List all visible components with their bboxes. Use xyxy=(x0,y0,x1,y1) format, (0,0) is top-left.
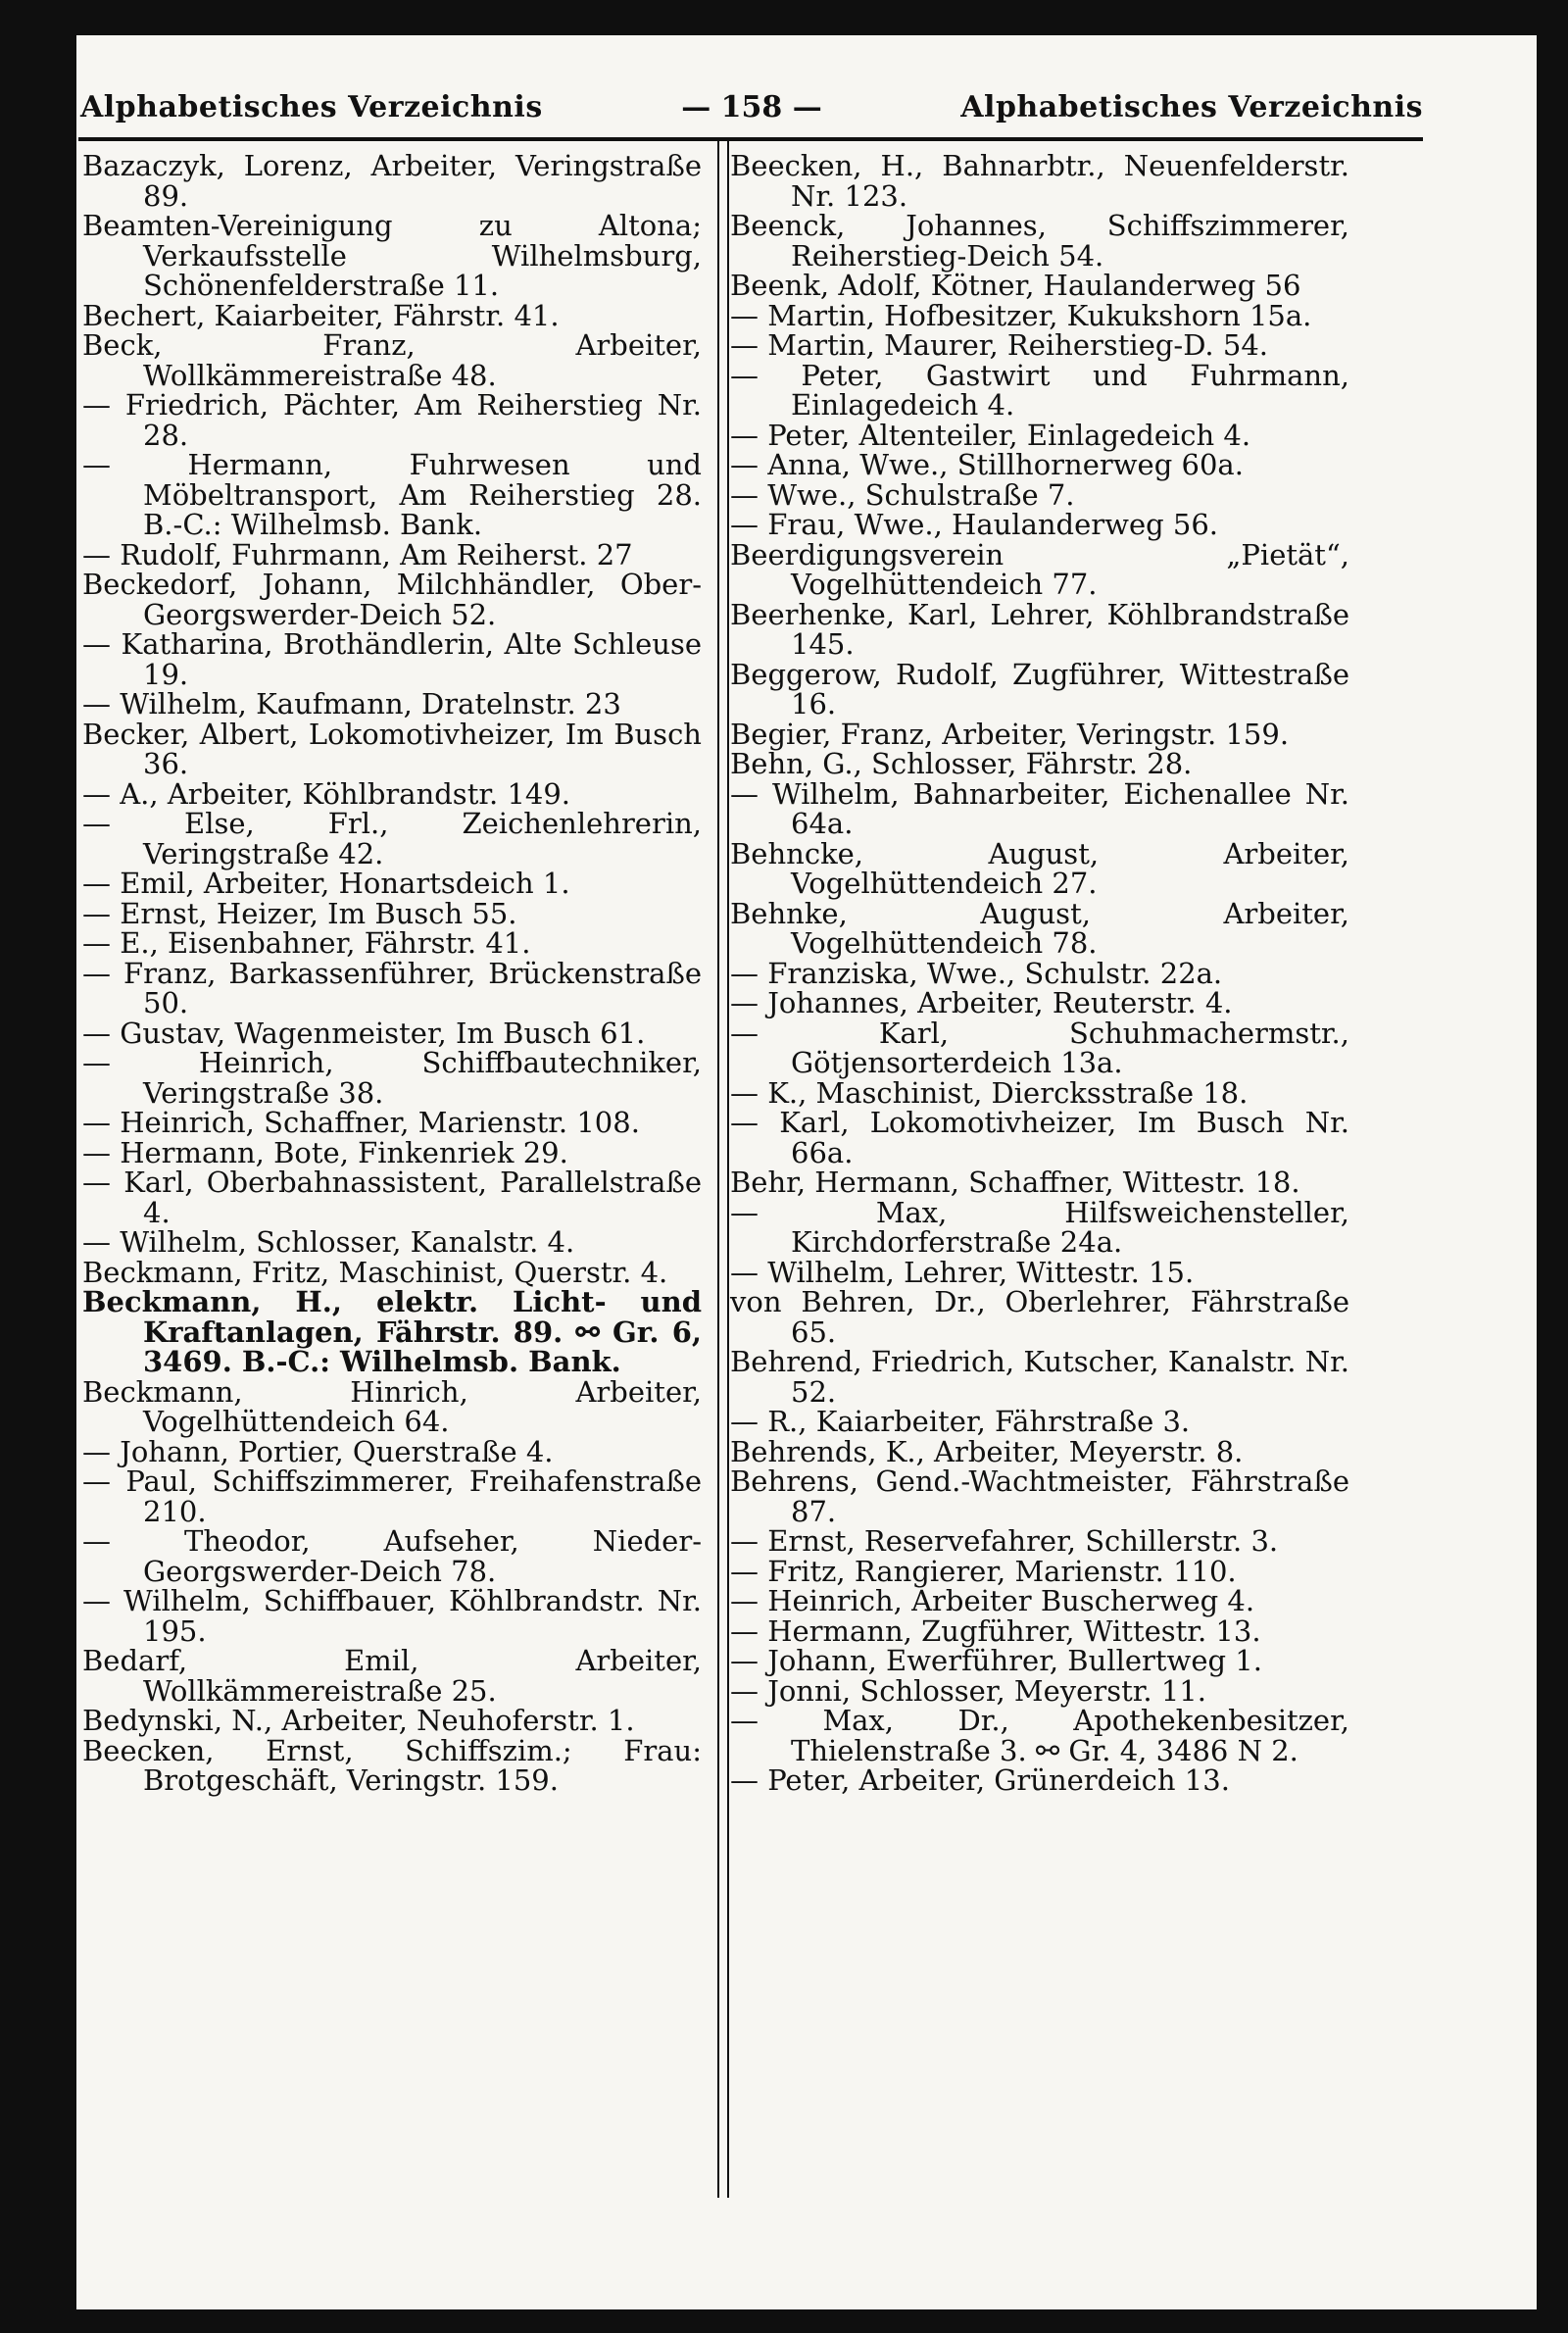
directory-entry: — Wilhelm, Schlosser, Kanalstr. 4. xyxy=(82,1225,575,1259)
directory-entry: — Franziska, Wwe., Schulstr. 22a. xyxy=(730,956,1223,990)
directory-entry: Behrens, Gend.-Wachtmeister, Fährstraße 87. xyxy=(730,1464,1349,1528)
directory-entry: — Ernst, Reservefahrer, Schillerstr. 3. xyxy=(730,1524,1279,1558)
directory-entry: Beerhenke, Karl, Lehrer, Köhlbrandstraße 145. xyxy=(730,597,1349,661)
left-column xyxy=(82,151,702,1796)
directory-entry: — Johannes, Arbeiter, Reuterstr. 4. xyxy=(730,986,1233,1019)
header-rule xyxy=(78,137,1423,141)
directory-entry: — Paul, Schiffszimmerer, Freihafenstraße 210. xyxy=(82,1464,702,1528)
directory-entry: — Wilhelm, Bahnarbeiter, Eichenallee Nr. 64a. xyxy=(730,776,1349,840)
directory-entry: von Behren, Dr., Oberlehrer, Fährstraße 65. xyxy=(730,1285,1349,1349)
directory-entry: Bedarf, Emil, Arbeiter, Wollkämmereistraße 25. xyxy=(82,1644,702,1708)
directory-entry: — Heinrich, Schiffbautechniker, Veringstraße 38. xyxy=(82,1046,702,1110)
directory-entry: — Wilhelm, Lehrer, Wittestr. 15. xyxy=(730,1255,1195,1289)
directory-entry: Beckmann, Fritz, Maschinist, Querstr. 4. xyxy=(82,1255,668,1289)
directory-entry: Behnke, August, Arbeiter, Vogelhüttendeich 78. xyxy=(730,896,1349,960)
directory-entry: — Hermann, Fuhrwesen und Möbeltransport, Am Reiherstieg 28. B.-C.: Wilhelmsb. Bank. xyxy=(82,448,702,541)
directory-entry: Behrend, Friedrich, Kutscher, Kanalstr. Nr. 52. xyxy=(730,1345,1349,1409)
directory-entry: — Wwe., Schulstraße 7. xyxy=(730,477,1075,512)
directory-entry: Behr, Hermann, Schaffner, Wittestr. 18. xyxy=(730,1166,1300,1199)
directory-entry: — Else, Frl., Zeichenlehrerin, Veringstraße 42. xyxy=(82,807,702,870)
directory-entry: — Heinrich, Arbeiter Buscherweg 4. xyxy=(730,1584,1255,1617)
directory-entry: Beggerow, Rudolf, Zugführer, Wittestraße 16. xyxy=(730,657,1349,720)
directory-entry: Bazaczyk, Lorenz, Arbeiter, Veringstraße 89. xyxy=(82,149,702,213)
directory-entry: — Max, Hilfsweichensteller, Kirchdorferstraße 24a. xyxy=(730,1195,1349,1259)
directory-entry: — Rudolf, Fuhrmann, Am Reiherst. 27 xyxy=(82,537,633,571)
directory-entry: — Ernst, Heizer, Im Busch 55. xyxy=(82,896,517,930)
header-right-title: Alphabetisches Verzeichnis xyxy=(960,90,1423,124)
directory-entry: Beecken, H., Bahnarbtr., Neuenfelderstr. Nr. 123. xyxy=(730,149,1349,213)
directory-entry: — Max, Dr., Apothekenbesitzer, Thielenstraße 3. ⚯ Gr. 4, 3486 N 2. xyxy=(730,1704,1349,1767)
directory-entry: — Gustav, Wagenmeister, Im Busch 61. xyxy=(82,1016,646,1050)
directory-entry: — Peter, Altenteiler, Einlagedeich 4. xyxy=(730,418,1251,452)
page-number: — 158 — xyxy=(681,90,822,124)
directory-entry-bold: Beckmann, H., elektr. Licht- und Kraftanlagen, Fährstr. 89. ⚯ Gr. 6, 3469. B.-C.: Wilhelmsb. Bank. xyxy=(82,1285,702,1378)
directory-entry: — K., Maschinist, Diercksstraße 18. xyxy=(730,1075,1249,1110)
directory-entry: Behncke, August, Arbeiter, Vogelhüttendeich 27. xyxy=(730,836,1349,900)
directory-entry: — Franz, Barkassenführer, Brückenstraße 50. xyxy=(82,956,702,1019)
directory-entry: — Katharina, Brothändlerin, Alte Schleuse 19. xyxy=(82,627,702,691)
header-left-title: Alphabetisches Verzeichnis xyxy=(80,90,543,124)
directory-entry: — Karl, Schuhmachermstr., Götjensorterdeich 13a. xyxy=(730,1016,1349,1079)
directory-entry: — Theodor, Aufseher, Nieder-Georgswerder-Deich 78. xyxy=(82,1524,702,1588)
directory-entry: — Peter, Arbeiter, Grünerdeich 13. xyxy=(730,1763,1230,1797)
directory-entry: — Johann, Ewerführer, Bullertweg 1. xyxy=(730,1644,1262,1677)
right-column xyxy=(730,151,1349,1796)
directory-entry: Behrends, K., Arbeiter, Meyerstr. 8. xyxy=(730,1434,1244,1468)
directory-entry: Begier, Franz, Arbeiter, Veringstr. 159. xyxy=(730,717,1290,751)
directory-entry: — Karl, Oberbahnassistent, Parallelstraße 4. xyxy=(82,1166,702,1229)
directory-entry: — Anna, Wwe., Stillhornerweg 60a. xyxy=(730,448,1244,481)
directory-entry: Bechert, Kaiarbeiter, Fährstr. 41. xyxy=(82,298,560,332)
directory-entry: — Fritz, Rangierer, Marienstr. 110. xyxy=(730,1554,1237,1588)
directory-entry: Bedynski, N., Arbeiter, Neuhoferstr. 1. xyxy=(82,1704,635,1737)
directory-entry: — Emil, Arbeiter, Honartsdeich 1. xyxy=(82,867,570,900)
directory-entry: — Heinrich, Schaffner, Marienstr. 108. xyxy=(82,1106,640,1139)
directory-entry: Beecken, Ernst, Schiffszim.; Frau: Brotgeschäft, Veringstr. 159. xyxy=(82,1733,702,1797)
directory-entry: — Hermann, Zugführer, Wittestr. 13. xyxy=(730,1613,1261,1648)
directory-entry: Beerdigungsverein „Pietät“, Vogelhüttendeich 77. xyxy=(730,537,1349,601)
directory-entry: — Friedrich, Pächter, Am Reiherstieg Nr. 28. xyxy=(82,388,702,452)
directory-entry: — Peter, Gastwirt und Fuhrmann, Einlagedeich 4. xyxy=(730,358,1349,422)
directory-entry: Beck, Franz, Arbeiter, Wollkämmereistraße 48. xyxy=(82,328,702,392)
directory-entry: — E., Eisenbahner, Fährstr. 41. xyxy=(82,926,531,960)
page-header xyxy=(80,90,1423,141)
directory-entry: — Frau, Wwe., Haulanderweg 56. xyxy=(730,508,1219,541)
directory-entry: — Johann, Portier, Querstraße 4. xyxy=(82,1434,554,1468)
directory-entry: — Wilhelm, Kaufmann, Dratelnstr. 23 xyxy=(82,687,621,720)
directory-entry: — Martin, Maurer, Reiherstieg-D. 54. xyxy=(730,328,1268,362)
directory-entry: Becker, Albert, Lokomotivheizer, Im Busch 36. xyxy=(82,717,702,780)
column-divider xyxy=(717,141,729,2198)
directory-entry: Beckedorf, Johann, Milchhändler, Ober-Georgswerder-Deich 52. xyxy=(82,568,702,631)
directory-entry: — Jonni, Schlosser, Meyerstr. 11. xyxy=(730,1673,1206,1708)
directory-entry: Beenk, Adolf, Kötner, Haulanderweg 56 xyxy=(730,269,1301,302)
directory-entry: — Karl, Lokomotivheizer, Im Busch Nr. 66a. xyxy=(730,1106,1349,1169)
directory-entry: Beamten-Vereinigung zu Altona; Verkaufsstelle Wilhelmsburg, Schönenfelderstraße 11. xyxy=(82,209,702,302)
directory-entry: — R., Kaiarbeiter, Fährstraße 3. xyxy=(730,1405,1191,1438)
directory-entry: — A., Arbeiter, Köhlbrandstr. 149. xyxy=(82,776,571,811)
directory-entry: Beckmann, Hinrich, Arbeiter, Vogelhüttendeich 64. xyxy=(82,1374,702,1438)
directory-entry: Behn, G., Schlosser, Fährstr. 28. xyxy=(730,747,1193,780)
directory-entry: — Hermann, Bote, Finkenriek 29. xyxy=(82,1135,568,1169)
directory-entry: — Wilhelm, Schiffbauer, Köhlbrandstr. Nr. 195. xyxy=(82,1584,702,1648)
directory-entry: Beenck, Johannes, Schiffszimmerer, Reiherstieg-Deich 54. xyxy=(730,209,1349,273)
directory-entry: — Martin, Hofbesitzer, Kukukshorn 15a. xyxy=(730,298,1312,332)
